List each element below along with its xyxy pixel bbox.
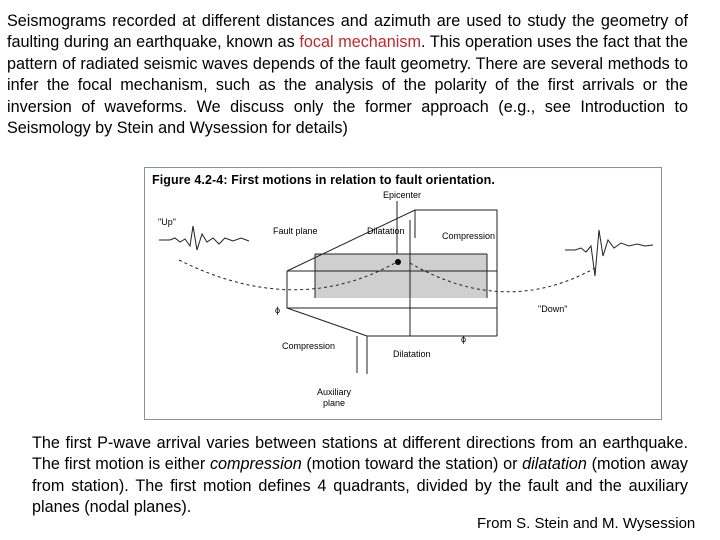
caption-em-dilatation: dilatation (522, 455, 587, 474)
credit-line: From S. Stein and M. Wysession (477, 515, 696, 532)
fault-plane-shading (315, 254, 487, 298)
intro-text-2: . This operation uses the fact that the pattern of radiated seismic waves depends of the fault geometry. There are several methods to infer the focal mechanism, such as the analysis of the polarity of the first arrivals or the inversion of waveforms. We discuss only the former approach (e.g., see Introduction to Seismology by Stein and Wysession for details) (7, 33, 688, 138)
hypocenter-dot (395, 259, 401, 265)
label-compression-bottom: Compression (282, 341, 336, 351)
caption-paragraph (32, 433, 688, 519)
label-fault-plane: Fault plane (273, 226, 318, 236)
figure-drawing (145, 168, 661, 419)
label-compression-top: Compression (442, 231, 496, 241)
label-phi-right: ϕ (461, 334, 467, 344)
label-phi-left: ϕ (275, 305, 281, 315)
label-down: "Down" (538, 304, 568, 314)
label-epicenter: Epicenter (383, 190, 422, 200)
figure-title: Figure 4.2-4: First motions in relation to fault orientation. (152, 173, 495, 187)
seismogram-down (565, 230, 653, 276)
label-plane: plane (323, 398, 346, 408)
caption-text-3: (motion away from station). The first motion defines 4 quadrants, divided by the fault and the auxiliary planes (nodal planes). (32, 455, 689, 517)
caption-text-2: (motion toward the station) or (301, 455, 523, 474)
focal-mechanism-highlight: focal mechanism (299, 33, 421, 52)
seismogram-up (159, 226, 249, 250)
label-auxiliary: Auxiliary (317, 387, 352, 397)
label-dilatation-top: Dilatation (367, 226, 405, 236)
intro-text-1: Seismograms recorded at different distances and azimuth are used to study the geometry of faulting during an earthquake, known as (7, 12, 688, 52)
caption-em-compression: compression (209, 455, 302, 474)
caption-text-1: The first P-wave arrival varies between stations at different directions from an earthquake. The first motion is either (32, 434, 688, 474)
label-dilatation-bottom: Dilatation (393, 349, 431, 359)
figure-first-motions (144, 167, 662, 420)
label-up: "Up" (158, 217, 176, 227)
intro-paragraph (7, 11, 688, 139)
